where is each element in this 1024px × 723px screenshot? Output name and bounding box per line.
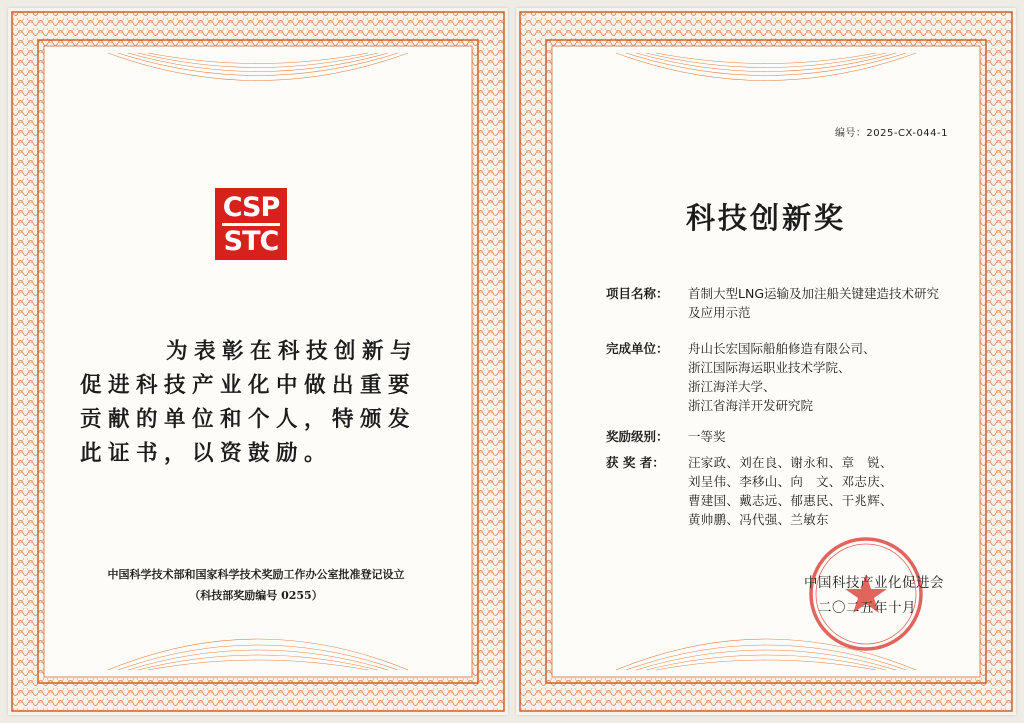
project-label: 项目名称： <box>606 286 669 301</box>
winners-field <box>606 453 976 529</box>
project-line: 首制大型LNG运输及加注船关键建造技术研究 <box>688 286 940 301</box>
project-value <box>688 284 976 322</box>
approval-line-1: 中国科学技术部和国家科学技术奖励工作办公室批准登记设立 <box>107 568 405 581</box>
citation-text: 为表彰在科技创新与促进科技产业化中做出重要贡献的单位和个人，特颁发此证书，以资鼓励。 <box>80 339 419 466</box>
certificate-right-page <box>516 8 1016 715</box>
issuing-organization: 中国科技产业化促进会 <box>804 575 944 591</box>
approval-line-2: （科技部奖励编号 0255） <box>189 589 323 602</box>
unit-line: 浙江海洋大学、 <box>688 379 776 394</box>
certificate-serial: 编号：2025-CX-044-1 <box>834 128 948 139</box>
winners-line: 汪家政、刘在良、谢永和、章 锐、 <box>688 455 893 470</box>
official-seal <box>806 534 926 654</box>
unit-line: 浙江省海洋开发研究院 <box>688 398 814 413</box>
winners-value <box>688 453 976 529</box>
approval-statement <box>66 564 446 606</box>
unit-line: 浙江国际海运职业技术学院、 <box>688 360 851 375</box>
unit-line: 舟山长宏国际船舶修造有限公司、 <box>688 341 876 356</box>
award-title: 科技创新奖 <box>685 201 846 235</box>
level-label: 奖励级别： <box>606 429 669 444</box>
issue-date: 二〇二五年十月 <box>818 600 916 616</box>
project-line: 及应用示范 <box>688 305 751 320</box>
units-value <box>688 339 976 415</box>
project-field <box>606 284 976 322</box>
winners-label: 获 奖 者： <box>606 455 665 470</box>
cspstc-logo <box>215 188 287 260</box>
level-value <box>688 427 976 446</box>
level-text: 一等奖 <box>688 429 726 444</box>
level-field <box>606 427 976 446</box>
units-field <box>606 339 976 415</box>
units-label: 完成单位： <box>606 341 669 356</box>
winners-line: 曹建国、戴志远、郁惠民、干兆辉、 <box>688 493 893 508</box>
winners-line: 黄帅鹏、冯代强、兰敏东 <box>688 512 829 527</box>
logo-line-1: CSP <box>222 191 280 223</box>
logo-line-2: STC <box>223 225 279 257</box>
winners-line: 刘呈伟、李移山、向 文、邓志庆、 <box>688 474 893 489</box>
certificate-left-page <box>8 8 508 715</box>
